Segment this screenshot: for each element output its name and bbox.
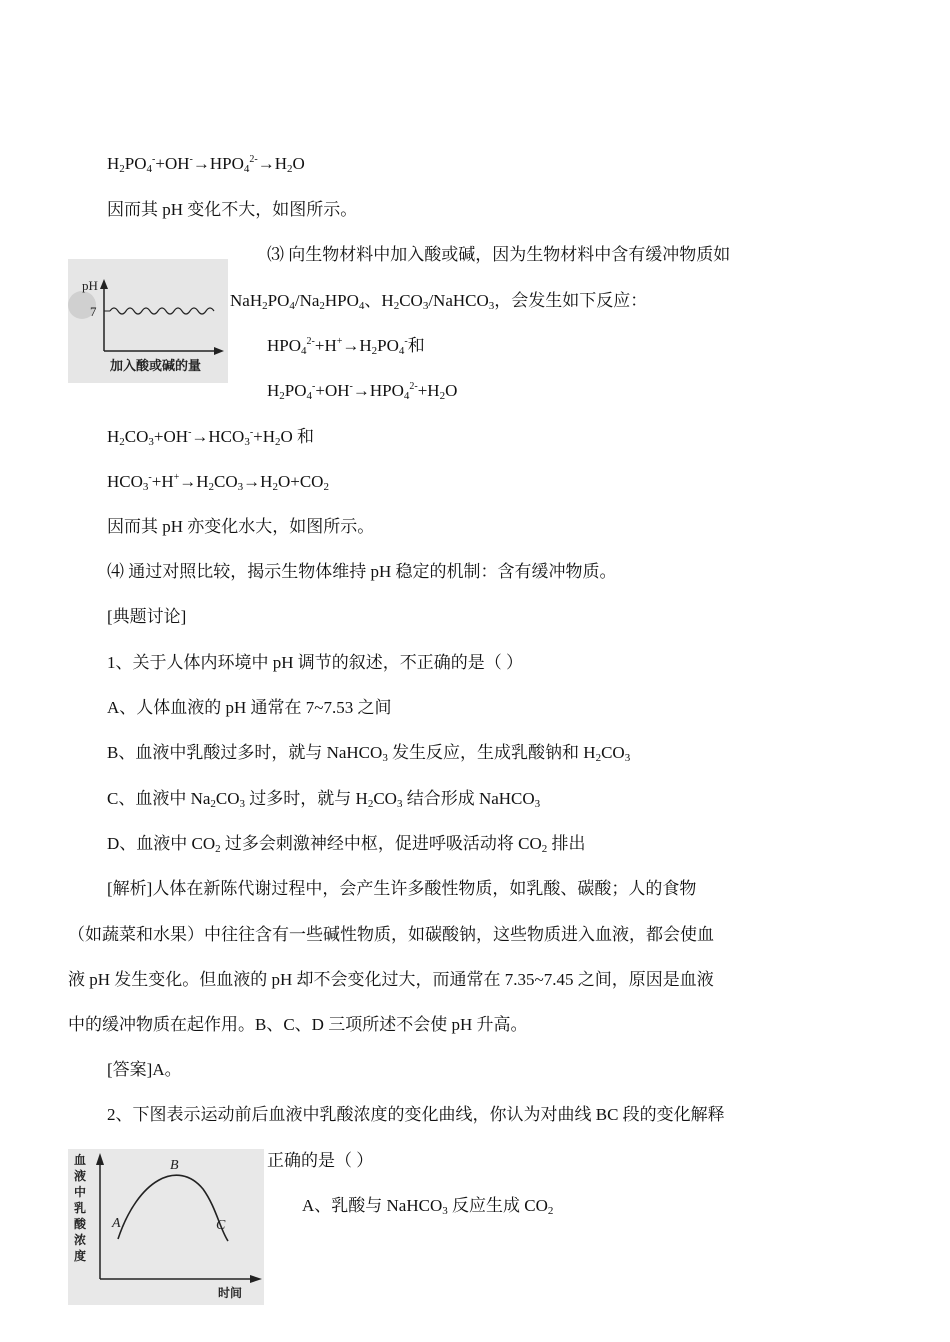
- y-axis-label-char: 乳: [74, 1201, 87, 1215]
- option-a: A、人体血液的 pH 通常在 7~7.53 之间: [107, 698, 392, 717]
- point-a-label: A: [112, 1216, 121, 1231]
- tick-label: 7: [90, 304, 97, 319]
- y-axis-label-char: 液: [74, 1169, 87, 1183]
- text-line: 因而其 pH 变化不大，如图所示。: [107, 200, 358, 219]
- question-2: 2、下图表示运动前后血液中乳酸浓度的变化曲线，你认为对曲线 BC 段的变化解释: [107, 1105, 725, 1124]
- point-c-label: C: [216, 1218, 226, 1233]
- analysis-line: [解析]人体在新陈代谢过程中，会产生许多酸性物质，如乳酸、碳酸；人的食物: [107, 879, 697, 898]
- equation-line: $HPO_4^{2-}+H^+\to H_2PO_4^-$和: [267, 336, 425, 357]
- analysis-line: 液 pH 发生变化。但血液的 pH 却不会变化过大，而通常在 7.35~7.45 之间，原因是血液: [68, 970, 714, 989]
- text-line: ⑶ 向生物材料中加入酸或碱，因为生物材料中含有缓冲物质如: [267, 245, 731, 264]
- equation-line: $H_2PO_4^-+OH^-\to HPO_4^{2-}+H_2O$: [267, 381, 458, 402]
- text-line: ⑷ 通过对照比较，揭示生物体维持 pH 稳定的机制：含有缓冲物质。: [107, 562, 617, 581]
- y-axis-label-char: 酸: [74, 1217, 87, 1231]
- text-line: 因而其 pH 亦变化水大，如图所示。: [107, 517, 375, 536]
- x-axis-label: 时间: [218, 1286, 243, 1300]
- option-a: A、乳酸与 NaHCO$_3$ 反应生成 $CO_2$: [302, 1196, 554, 1217]
- equation-line: $NaH_2PO_4/Na_2HPO_4$、$H_2CO_3/NaHCO_3$，会发生如下反应：: [230, 291, 648, 312]
- question-1: 1、关于人体内环境中 pH 调节的叙述，不正确的是（ ）: [107, 653, 524, 672]
- answer-line: [答案]A。: [107, 1060, 182, 1079]
- section-heading: [典题讨论]: [107, 607, 187, 626]
- equation-line: $HCO_3^-+H^+\to H_2CO_3\to H_2O+CO_2$: [107, 472, 329, 493]
- analysis-line: 中的缓冲物质在起作用。B、C、D 三项所述不会使 pH 升高。: [68, 1015, 528, 1034]
- y-axis-label-char: 血: [74, 1153, 87, 1167]
- lactate-figure: [68, 1149, 264, 1305]
- point-b-label: B: [170, 1158, 179, 1173]
- y-axis-label-char: 度: [74, 1249, 87, 1263]
- y-axis-label-char: 中: [74, 1185, 87, 1199]
- option-d: D、血液中 $CO_2$ 过多会刺激神经中枢，促进呼吸活动将 $CO_2$ 排出: [107, 834, 586, 855]
- option-c: C、血液中 $Na_2CO_3$ 过多时，就与 $H_2CO_3$ 结合形成 NaHCO$_3$: [107, 789, 541, 810]
- analysis-line: （如蔬菜和水果）中往往含有一些碱性物质，如碳酸钠，这些物质进入血液，都会使血: [68, 925, 714, 944]
- x-axis-label: 加入酸或碱的量: [110, 359, 202, 374]
- option-b: B、血液中乳酸过多时，就与 NaHCO$_3$ 发生反应，生成乳酸钠和 $H_2CO_3$: [107, 743, 631, 764]
- equation-line: $H_2PO_4^-+OH^-\to HPO_4^{2-}\to H_2O$: [107, 154, 305, 175]
- y-axis-label: pH: [82, 278, 98, 293]
- ph-figure: [68, 259, 228, 383]
- y-axis-label-char: 浓: [74, 1233, 87, 1247]
- question-2-cont: 正确的是（ ）: [267, 1151, 374, 1170]
- equation-line: $H_2CO_3+OH^-\to HCO_3^-+H_2O$ 和: [107, 427, 315, 448]
